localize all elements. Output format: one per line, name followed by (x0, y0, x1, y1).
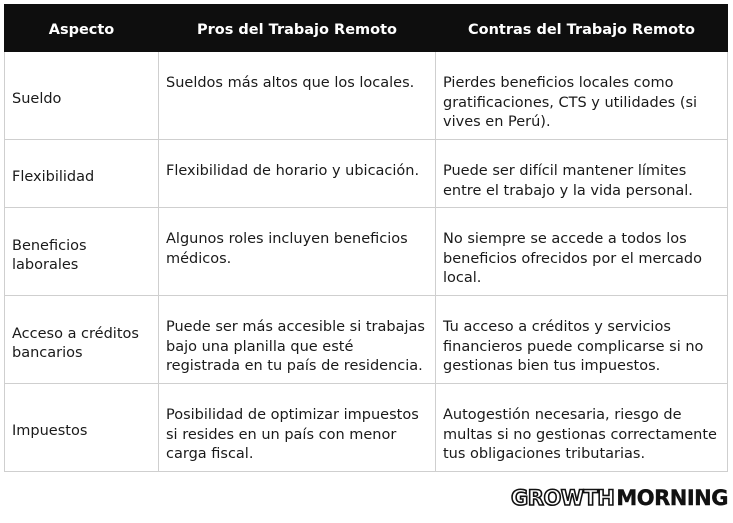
cons-cell: Tu acceso a créditos y servicios financieros puede complicarse si no gestionas bien tus impuestos. (436, 296, 728, 384)
header-row (5, 5, 728, 52)
pros-cell: Flexibilidad de horario y ubicación. (159, 140, 436, 208)
header-cons: Contras del Trabajo Remoto (436, 5, 728, 52)
cons-cell: Puede ser difícil mantener límites entre el trabajo y la vida personal. (436, 140, 728, 208)
comparison-table (4, 4, 728, 472)
table-row (5, 140, 728, 208)
aspect-cell: Sueldo (5, 52, 159, 140)
table-header (5, 5, 728, 52)
pros-cell: Puede ser más accesible si trabajas bajo una planilla que esté registrada en tu país de residencia. (159, 296, 436, 384)
pros-cell: Sueldos más altos que los locales. (159, 52, 436, 140)
table-row (5, 208, 728, 296)
aspect-cell: Beneficios laborales (5, 208, 159, 296)
growth-morning-logo (511, 486, 728, 510)
logo-text-growth: GROWTH (511, 486, 615, 510)
header-pros: Pros del Trabajo Remoto (159, 5, 436, 52)
aspect-cell: Acceso a créditos bancarios (5, 296, 159, 384)
cons-cell: Autogestión necesaria, riesgo de multas si no gestionas correctamente tus obligaciones tributarias. (436, 384, 728, 472)
cons-cell: No siempre se accede a todos los beneficios ofrecidos por el mercado local. (436, 208, 728, 296)
header-aspect: Aspecto (5, 5, 159, 52)
cons-cell: Pierdes beneficios locales como gratificaciones, CTS y utilidades (si vives en Perú). (436, 52, 728, 140)
table-row (5, 52, 728, 140)
aspect-cell: Flexibilidad (5, 140, 159, 208)
table-row (5, 384, 728, 472)
aspect-cell: Impuestos (5, 384, 159, 472)
pros-cell: Algunos roles incluyen beneficios médicos. (159, 208, 436, 296)
table-row (5, 296, 728, 384)
pros-cell: Posibilidad de optimizar impuestos si resides en un país con menor carga fiscal. (159, 384, 436, 472)
logo-text-morning: MORNING (616, 486, 728, 510)
table-body (5, 52, 728, 472)
